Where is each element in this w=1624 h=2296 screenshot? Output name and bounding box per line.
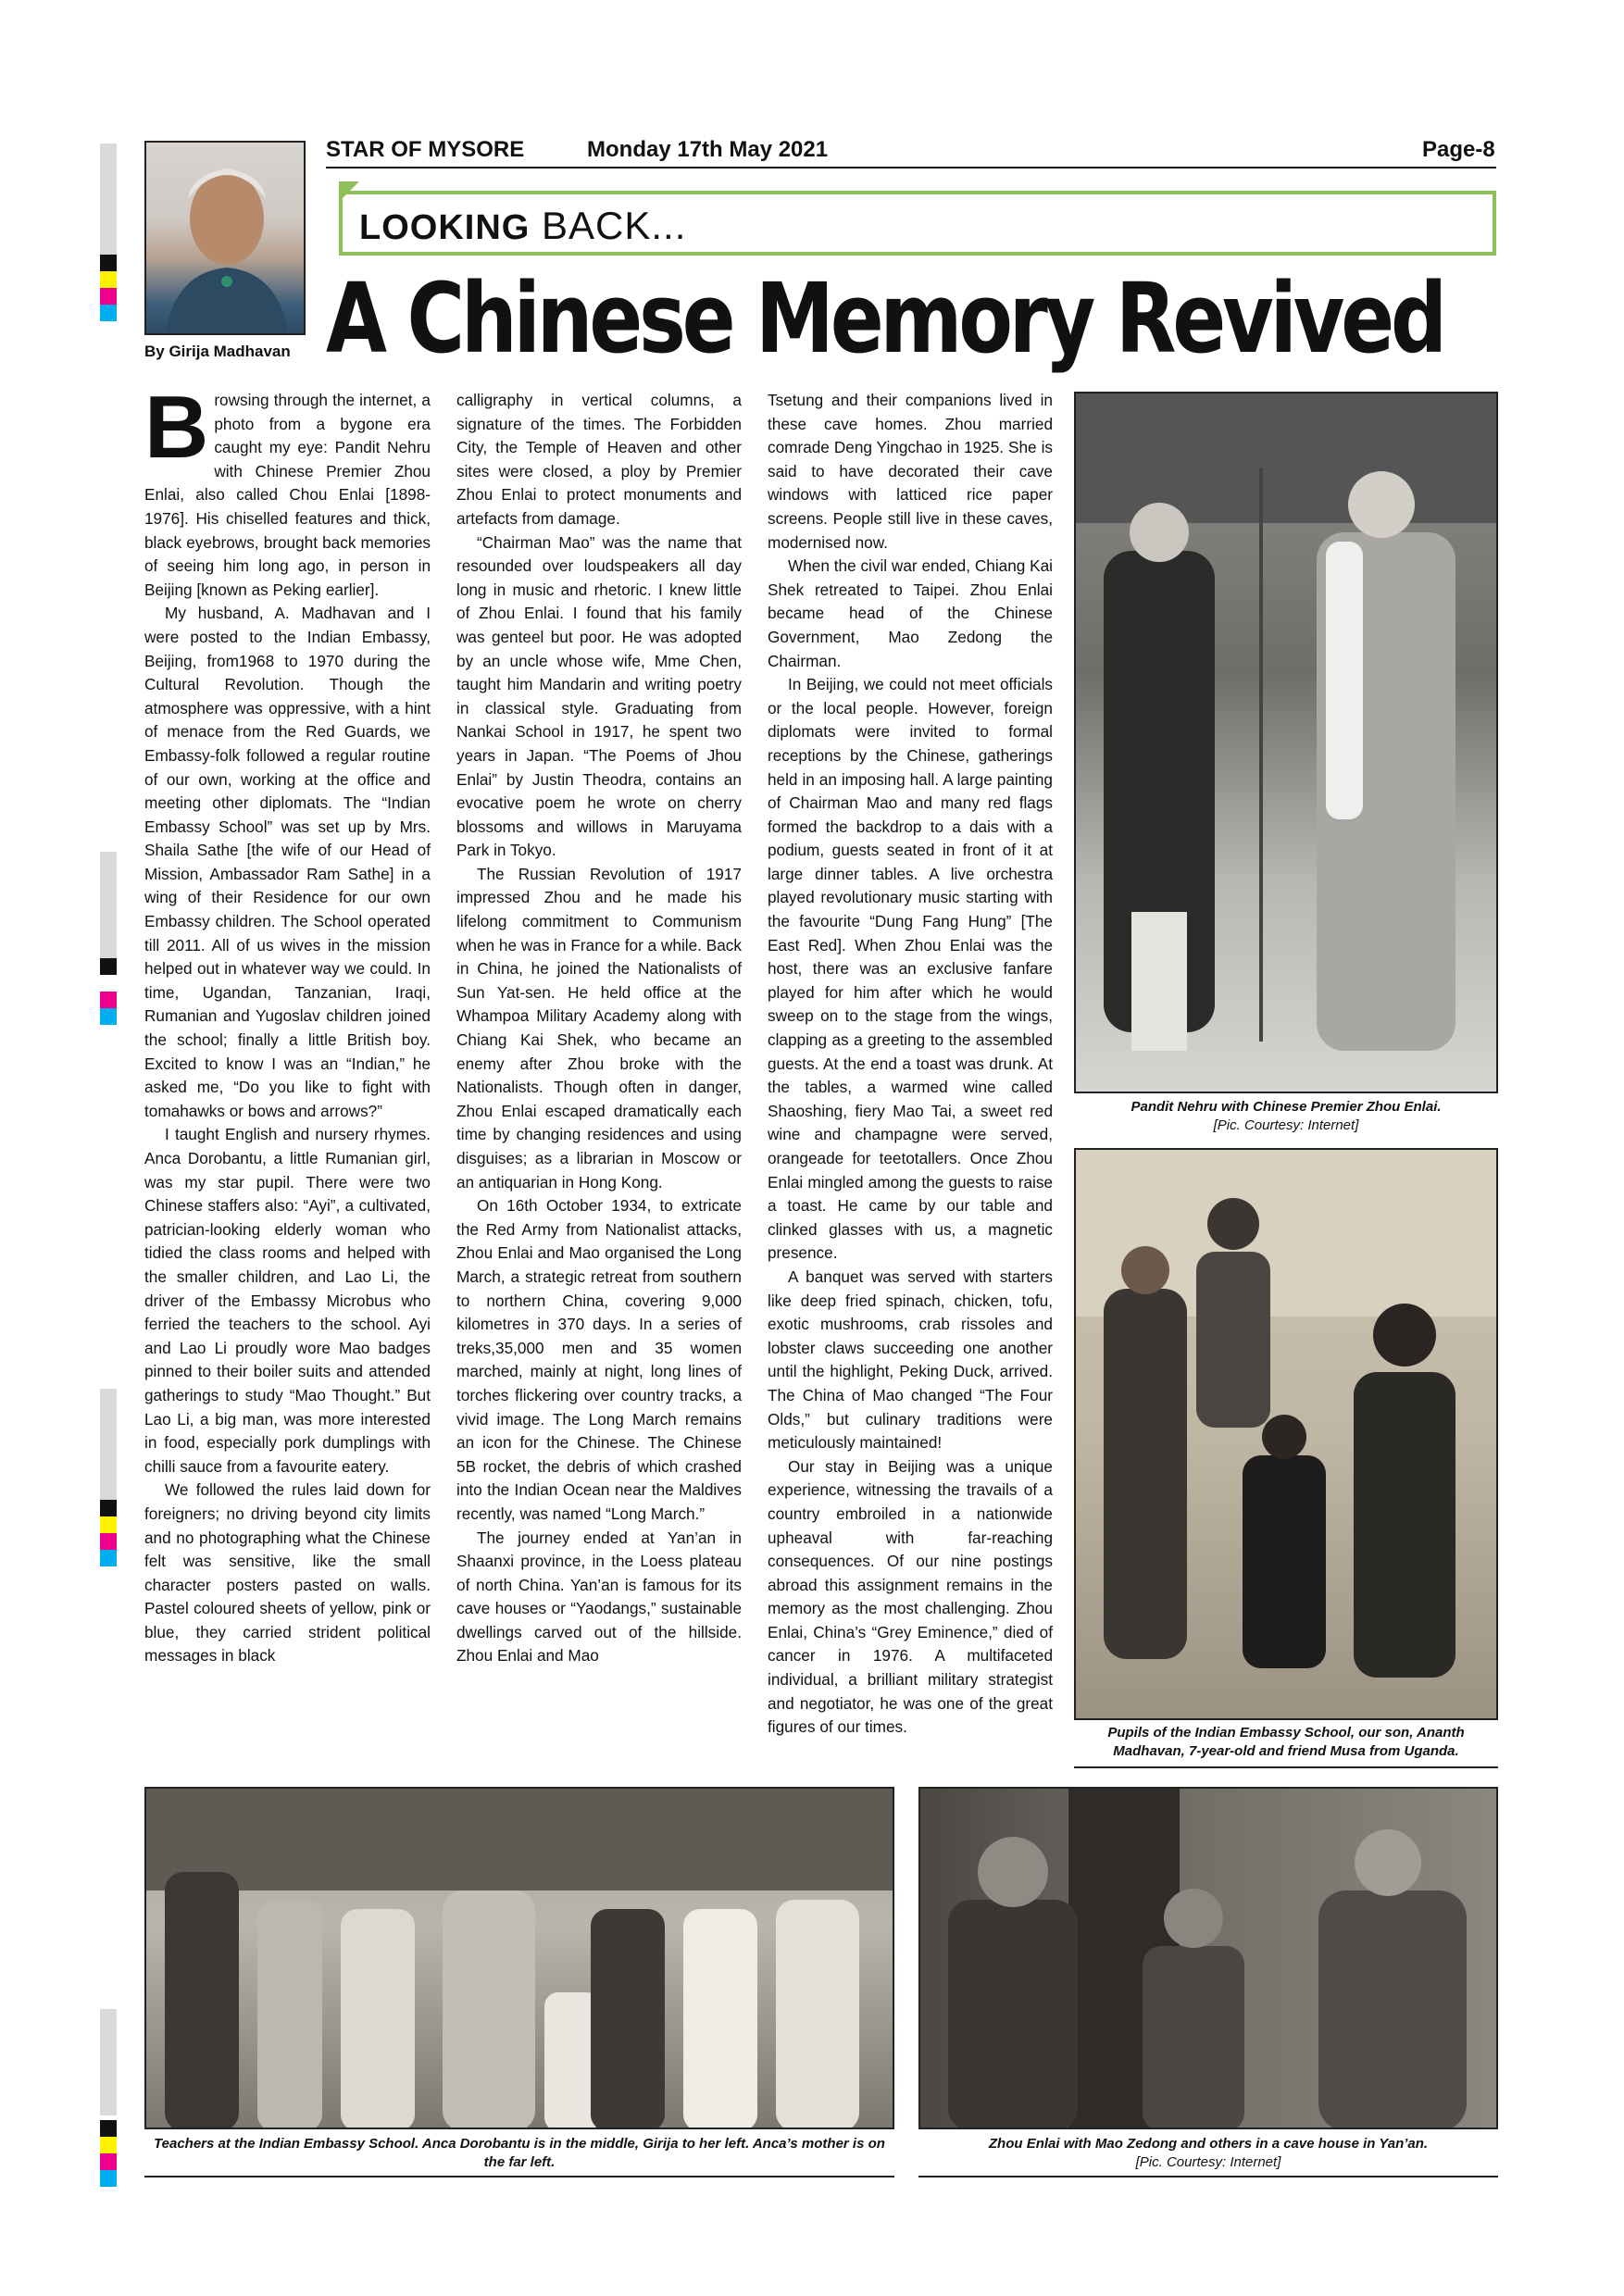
photo-credit: [Pic. Courtesy: Internet]	[1135, 2154, 1281, 2170]
print-margin-strip	[100, 2009, 117, 2115]
article-paragraph: The journey ended at Yan’an in Shaanxi province, in the Loess plateau of north China. Yan’an is famous for its cave houses or “Yaodangs,” sustainable dwellings carved out of the hillside. Zhou Enlai and Mao	[456, 1528, 742, 1666]
kicker-light: BACK...	[542, 204, 687, 247]
photo-zhou-mao-yanan	[918, 1787, 1498, 2129]
drop-cap: B	[144, 378, 209, 477]
caption-nehru-zhou: Pandit Nehru with Chinese Premier Zhou Enlai. [Pic. Courtesy: Internet]	[1074, 1098, 1498, 1135]
article-paragraph: I taught English and nursery rhymes. Anca Dorobantu, a little Rumanian girl, was my star pupil. There were two Chinese staffers also: “Ayi”, a cultivated, patrician-looking elderly woman who tidied the class rooms and helped with the smaller children, and Lao Li, the driver of the Embassy Microbus who ferried the teachers to the school. Ayi and Lao Li proudly wore Mao badges pinned to their boiler suits and attended gatherings to study “Mao Thought.” But Lao Li, a big man, was more interested in food, especially pork dumplings with chilli sauce from a favourite eatery.	[144, 1125, 431, 1476]
registration-mark	[100, 255, 117, 321]
article-paragraph: We followed the rules laid down for foreigners; no driving beyond city limits and no photographing what the Chinese felt was sensitive, like the small character posters pasted on walls. Pastel coloured sheets of yellow, pink or blue, they carried strident political messages in black	[144, 1480, 431, 1666]
registration-mark	[100, 2120, 117, 2187]
newspaper-name: STAR OF MYSORE	[326, 137, 525, 162]
photo-nehru-zhou	[1074, 392, 1498, 1093]
photo-embassy-teachers	[144, 1787, 894, 2129]
caption-zhou-mao: Zhou Enlai with Mao Zedong and others in a cave house in Yan’an. [Pic. Courtesy: Internet]	[918, 2135, 1498, 2172]
registration-mark	[100, 958, 117, 1025]
byline: By Girija Madhavan	[144, 343, 291, 360]
article-paragraph: calligraphy in vertical columns, a signature of the times. The Forbidden City, the Temple of Heaven and other sites were closed, a ploy by Premier Zhou Enlai to protect monuments and artefacts from damage.	[456, 391, 742, 528]
article-paragraph: “Chairman Mao” was the name that resounded over loudspeakers all day long in music and rhetoric. I knew little of Zhou Enlai. I found that his family was genteel but poor. He was adopted by an uncle whose wife, Mme Chen, taught him Mandarin and writing poetry in classical style. Graduating from Nankai School in 1917, he spent two years in Japan. “The Poems of Jhou Enlai” by Justin Theodra, contains an evocative poem he wrote on cherry blossoms and willows in Maruyama Park in Tokyo.	[456, 532, 742, 860]
photo-credit: [Pic. Courtesy: Internet]	[1213, 1117, 1359, 1133]
caption-rule	[144, 2176, 894, 2177]
article-paragraph: My husband, A. Madhavan and I were posted to the Indian Embassy, Beijing, from1968 to 1970 during the Cultural Revolution. Though the atmosphere was oppressive, with a hint of menace from the Red Guards, we Embassy-folk followed a regular routine of our own, working at the office and meeting other diplomats. The “Indian Embassy School” was set up by Mrs. Shaila Sathe [the wife of our Head of Mission, Ambassador Ram Sathe] in a wing of their Residence for our own Embassy children. The School operated till 2011. All of us wives in the mission helped out in whatever way we could. In time, Ugandan, Tanzanian, Iraqi, Rumanian and Yugoslav children joined the school; finally a little British boy. Excited to know I was an “Indian,” he asked me, “Do you like to fight with tomahawks or bows and arrows?”	[144, 604, 431, 1120]
section-kicker	[359, 204, 686, 248]
issue-date: Monday 17th May 2021	[587, 137, 829, 162]
article-paragraph: The Russian Revolution of 1917 impressed Zhou and he made his lifelong commitment to Communism when he was in France for a while. Back in China, he joined the Nationalists of Sun Yat-sen. He held office at the Whampoa Military Academy along with Chiang Kai Shek, who became an enemy after Zhou broke with the Nationalists. Though often in danger, Zhou Enlai escaped dramatically each time by changing residences and using disguises; as a librarian in Moscow or an antiquarian in Hong Kong.	[456, 864, 742, 1192]
caption-rule	[918, 2176, 1498, 2177]
photo-embassy-pupils	[1074, 1148, 1498, 1720]
article-paragraph: On 16th October 1934, to extricate the Red Army from Nationalist attacks, Zhou Enlai and Mao organised the Long March, a strategic retreat from southern to northern China, covering 9,000 kilometres in 370 days. In a series of treks,35,000 men and 35 women marched, mainly at night, long lines of torches flickering over country tracks, a vivid image. The Long March remains an icon for the Chinese. The Chinese 5B rocket, the debris of which crashed into the Indian Ocean near the Maldives recently, was named “Long March.”	[456, 1196, 742, 1523]
article-paragraph: Browsing through the internet, a photo from a bygone era caught my eye: Pandit Nehru with Chinese Premier Zhou Enlai, also called Chou Enlai [1898-1976]. His chiselled features and thick, black eyebrows, brought back memories of seeing him long ago, in person in Beijing [known as Peking earlier].	[144, 378, 431, 599]
header-rule	[326, 167, 1496, 168]
registration-mark	[100, 1500, 117, 1566]
article-paragraph: In Beijing, we could not meet officials or the local people. However, foreign diplomats were invited to formal receptions by the Chinese, gatherings held in an imposing hall. A large painting of Chairman Mao and many red flags formed the backdrop to a dais with a podium, guests seated in front of it at large dinner tables. A live orchestra played revolutionary music starting with the favourite “Dung Fang Hung” [The East Red]. When Zhou Enlai was the host, there was an exclusive fanfare played for him after which he would sweep on to the stage from the wings, clapping as a greeting to the assembled guests. At the end a toast was drunk. At the tables, a warmed wine called Shaoshing, fiery Mao Tai, a sweet red wine and champagne were served, orangeade for teetotallers. Once Zhou Enlai mingled among the guests to raise a toast. He came by our table and clinked glasses with us, a magnetic presence.	[768, 675, 1053, 1263]
caption-embassy-pupils: Pupils of the Indian Embassy School, our son, Ananth Madhavan, 7-year-old and friend Musa from Uganda.	[1107, 1725, 1465, 1759]
article-column-2	[456, 389, 742, 1668]
print-margin-strip	[100, 144, 117, 255]
kicker-corner-accent	[339, 181, 359, 202]
author-portrait	[144, 141, 306, 335]
caption-rule	[1074, 1766, 1498, 1768]
page-number: Page-8	[1422, 137, 1495, 162]
headline: A Chinese Memory Revived	[326, 262, 1443, 375]
article-column-3	[768, 389, 1053, 1740]
article-paragraph: When the civil war ended, Chiang Kai Shek retreated to Taipei. Zhou Enlai became head of the Chinese Government, Mao Zedong the Chairman.	[768, 556, 1053, 670]
article-column-1	[144, 378, 431, 1668]
print-margin-strip	[100, 852, 117, 958]
article-paragraph: A banquet was served with starters like deep fried spinach, chicken, tofu, exotic mushrooms, crab rissoles and lobster claws succeeding one another until the highlight, Peking Duck, arrived. The China of Mao changed “The Four Olds,” but culinary traditions were meticulously maintained!	[768, 1267, 1053, 1453]
article-paragraph: Tsetung and their companions lived in these cave homes. Zhou married comrade Deng Yingchao in 1925. She is said to have decorated their cave windows with latticed rice paper screens. People still live in these caves, modernised now.	[768, 391, 1053, 552]
article-paragraph: Our stay in Beijing was a unique experience, witnessing the travails of a country embroiled in a nationwide upheaval with far-reaching consequences. Of our nine postings abroad this assignment remains in the memory as the most challenging. Zhou Enlai, China’s “Grey Eminence,” died of cancer in 1976. A multifaceted individual, a brilliant military strategist and negotiator, he was one of the great figures of our times.	[768, 1456, 1053, 1737]
print-margin-strip	[100, 1389, 117, 1500]
caption-embassy-teachers: Teachers at the Indian Embassy School. Anca Dorobantu is in the middle, Girija to her left. Anca’s mother is on the far left.	[154, 2136, 885, 2170]
kicker-bold: LOOKING	[359, 208, 531, 247]
